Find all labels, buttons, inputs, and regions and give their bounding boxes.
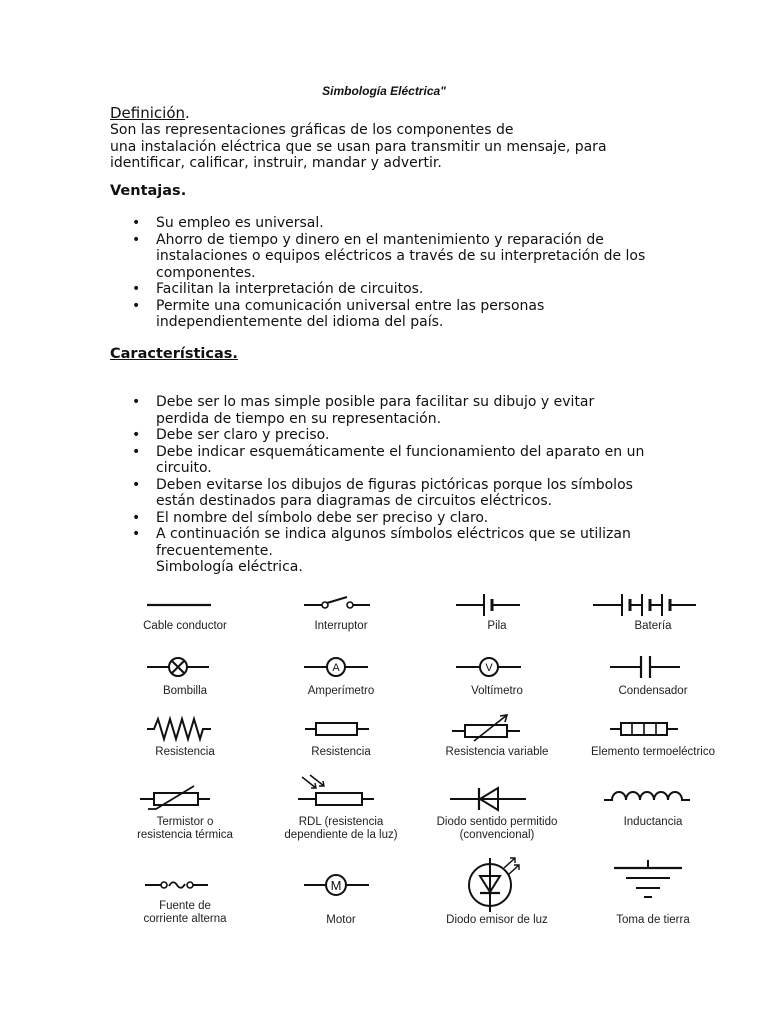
symbol-label-line: Motor	[326, 914, 356, 926]
ammeter-glyph: A	[332, 662, 340, 674]
symbol-label-line: Termistor o	[156, 816, 214, 828]
symbol-label-line: Batería	[634, 620, 672, 632]
symbol-label	[256, 816, 426, 842]
caracteristicas-heading: Características.	[110, 346, 238, 362]
list-item	[110, 510, 670, 527]
symbol-label-line: Interruptor	[314, 620, 368, 632]
ground-icon	[578, 870, 728, 916]
symbol-label-line: RDL (resistencia	[298, 816, 384, 828]
symbol-label-line: Fuente de	[159, 900, 211, 912]
list-item	[110, 444, 670, 477]
symbol-bombilla	[110, 652, 260, 722]
symbol-label-line: dependiente de la luz)	[284, 829, 398, 841]
list-item-line: • El nombre del símbolo debe ser preciso y claro.	[156, 509, 489, 526]
symbol-label-line: Amperímetro	[307, 685, 375, 697]
symbol-label-line: resistencia térmica	[137, 829, 233, 841]
symbol-grid	[110, 588, 720, 938]
symbol-rdl	[266, 784, 416, 854]
symbol-label-line: Toma de tierra	[616, 914, 690, 926]
symbol-bateria	[578, 588, 728, 658]
list-item-line: • Debe ser lo mas simple posible para facilitar su dibujo y evitar	[156, 394, 595, 410]
symbol-voltimetro	[422, 652, 572, 722]
list-item-line: perdida de tiempo en su representación.	[156, 410, 442, 427]
voltmeter-glyph: V	[485, 662, 493, 674]
symbol-label	[412, 620, 582, 633]
symbol-termistor	[110, 784, 260, 854]
ventajas-heading: Ventajas.	[110, 183, 187, 199]
symbol-pila	[422, 588, 572, 658]
symbol-condensador	[578, 652, 728, 722]
symbol-label-line: Condensador	[618, 685, 688, 697]
symbol-led	[422, 870, 572, 940]
ventajas-section	[110, 183, 670, 199]
symbol-label-line: Resistencia	[155, 746, 215, 758]
list-item-line: independientemente del idioma del país.	[156, 314, 444, 330]
symbol-label	[100, 620, 270, 633]
symbol-label	[100, 746, 270, 759]
symbol-fuente-alterna	[110, 870, 260, 940]
symbol-label	[412, 746, 582, 759]
ventajas-list-wrap	[110, 215, 670, 331]
symbol-label	[568, 685, 738, 698]
symbol-termoelectrico	[578, 714, 728, 784]
symbol-label	[100, 685, 270, 698]
symbol-label	[568, 746, 738, 759]
list-item-line: • A continuación se indica algunos símbolos eléctricos que se utilizan	[156, 526, 631, 542]
symbol-label-line: corriente alterna	[143, 913, 227, 925]
definition-line: una instalación eléctrica que se usan para transmitir un mensaje, para	[110, 138, 607, 155]
list-item	[110, 394, 670, 427]
symbol-label	[256, 914, 426, 927]
symbol-label-line: Cable conductor	[143, 620, 227, 632]
symbol-label	[412, 816, 582, 842]
list-item	[110, 215, 670, 232]
led-icon	[422, 870, 572, 916]
list-item	[110, 526, 670, 576]
symbol-label	[568, 620, 738, 633]
symbol-diodo	[422, 784, 572, 854]
symbol-resistencia-zigzag	[110, 714, 260, 784]
list-item	[110, 281, 670, 298]
list-item-line: • Debe indicar esquemáticamente el funcionamiento del aparato en un	[156, 443, 645, 460]
caracteristicas-section	[110, 346, 670, 362]
list-item-line: • Facilitan la interpretación de circuitos.	[156, 281, 424, 297]
symbol-label-line: Pila	[487, 620, 507, 632]
definition-heading: Definición	[110, 104, 185, 122]
caracteristicas-list-wrap	[110, 394, 670, 576]
symbol-amperimetro	[266, 652, 416, 722]
symbol-inductancia	[578, 784, 728, 854]
symbol-resistencia-box	[266, 714, 416, 784]
list-item-line: • Deben evitarse los dibujos de figuras pictóricas porque los símbolos	[156, 476, 633, 493]
definition-text	[110, 122, 670, 172]
list-item-line: • Permite una comunicación universal entre las personas	[156, 297, 545, 314]
symbol-label-line: Diodo sentido permitido	[436, 816, 558, 828]
list-item-line: • Su empleo es universal.	[156, 215, 324, 231]
symbol-label-line: Bombilla	[162, 685, 208, 697]
symbol-label-line: (convencional)	[459, 829, 535, 841]
symbol-cable-conductor	[110, 588, 260, 658]
list-item-line: • Debe ser claro y preciso.	[156, 427, 330, 443]
symbol-label	[568, 914, 738, 927]
symbol-label-line: Diodo emisor de luz	[446, 914, 548, 926]
symbol-label-line: Voltímetro	[471, 685, 523, 697]
list-item-line: frecuentemente.	[156, 542, 273, 559]
list-item-line: Simbología eléctrica.	[156, 559, 303, 575]
list-item-line: componentes.	[156, 264, 256, 281]
motor-icon	[266, 870, 416, 916]
list-item	[110, 232, 670, 282]
symbol-label-line: Inductancia	[623, 816, 683, 828]
symbol-label	[100, 900, 270, 926]
symbol-resistencia-variable	[422, 714, 572, 784]
symbol-interruptor	[266, 588, 416, 658]
list-item	[110, 477, 670, 510]
list-item	[110, 298, 670, 331]
caracteristicas-list	[110, 394, 670, 576]
symbol-label-line: Resistencia variable	[445, 746, 549, 758]
symbol-toma-tierra	[578, 870, 728, 940]
definition-line: identificar, calificar, instruir, mandar y advertir.	[110, 155, 442, 171]
list-item-line: están destinados para diagramas de circuitos eléctricos.	[156, 493, 553, 509]
list-item	[110, 427, 670, 444]
symbol-label-line: Elemento termoeléctrico	[591, 746, 715, 758]
symbol-label	[568, 816, 738, 829]
symbol-label-line: Resistencia	[311, 746, 371, 758]
ventajas-list	[110, 215, 670, 331]
document-title: Simbología Eléctrica"	[322, 84, 446, 98]
symbol-motor	[266, 870, 416, 940]
symbol-label	[256, 746, 426, 759]
motor-glyph: M	[330, 878, 342, 893]
symbol-label	[256, 685, 426, 698]
list-item-line: • Ahorro de tiempo y dinero en el mantenimiento y reparación de	[156, 231, 604, 248]
symbol-label	[256, 620, 426, 633]
definition-section	[110, 104, 670, 172]
list-item-line: instalaciones o equipos eléctricos a través de su interpretación de los	[156, 248, 646, 264]
definition-line: Son las representaciones gráficas de los componentes de	[110, 122, 514, 138]
symbol-label	[100, 816, 270, 842]
list-item-line: circuito.	[156, 460, 212, 476]
definition-heading-suffix: .	[185, 104, 190, 122]
symbol-label	[412, 685, 582, 698]
symbol-label	[412, 914, 582, 927]
